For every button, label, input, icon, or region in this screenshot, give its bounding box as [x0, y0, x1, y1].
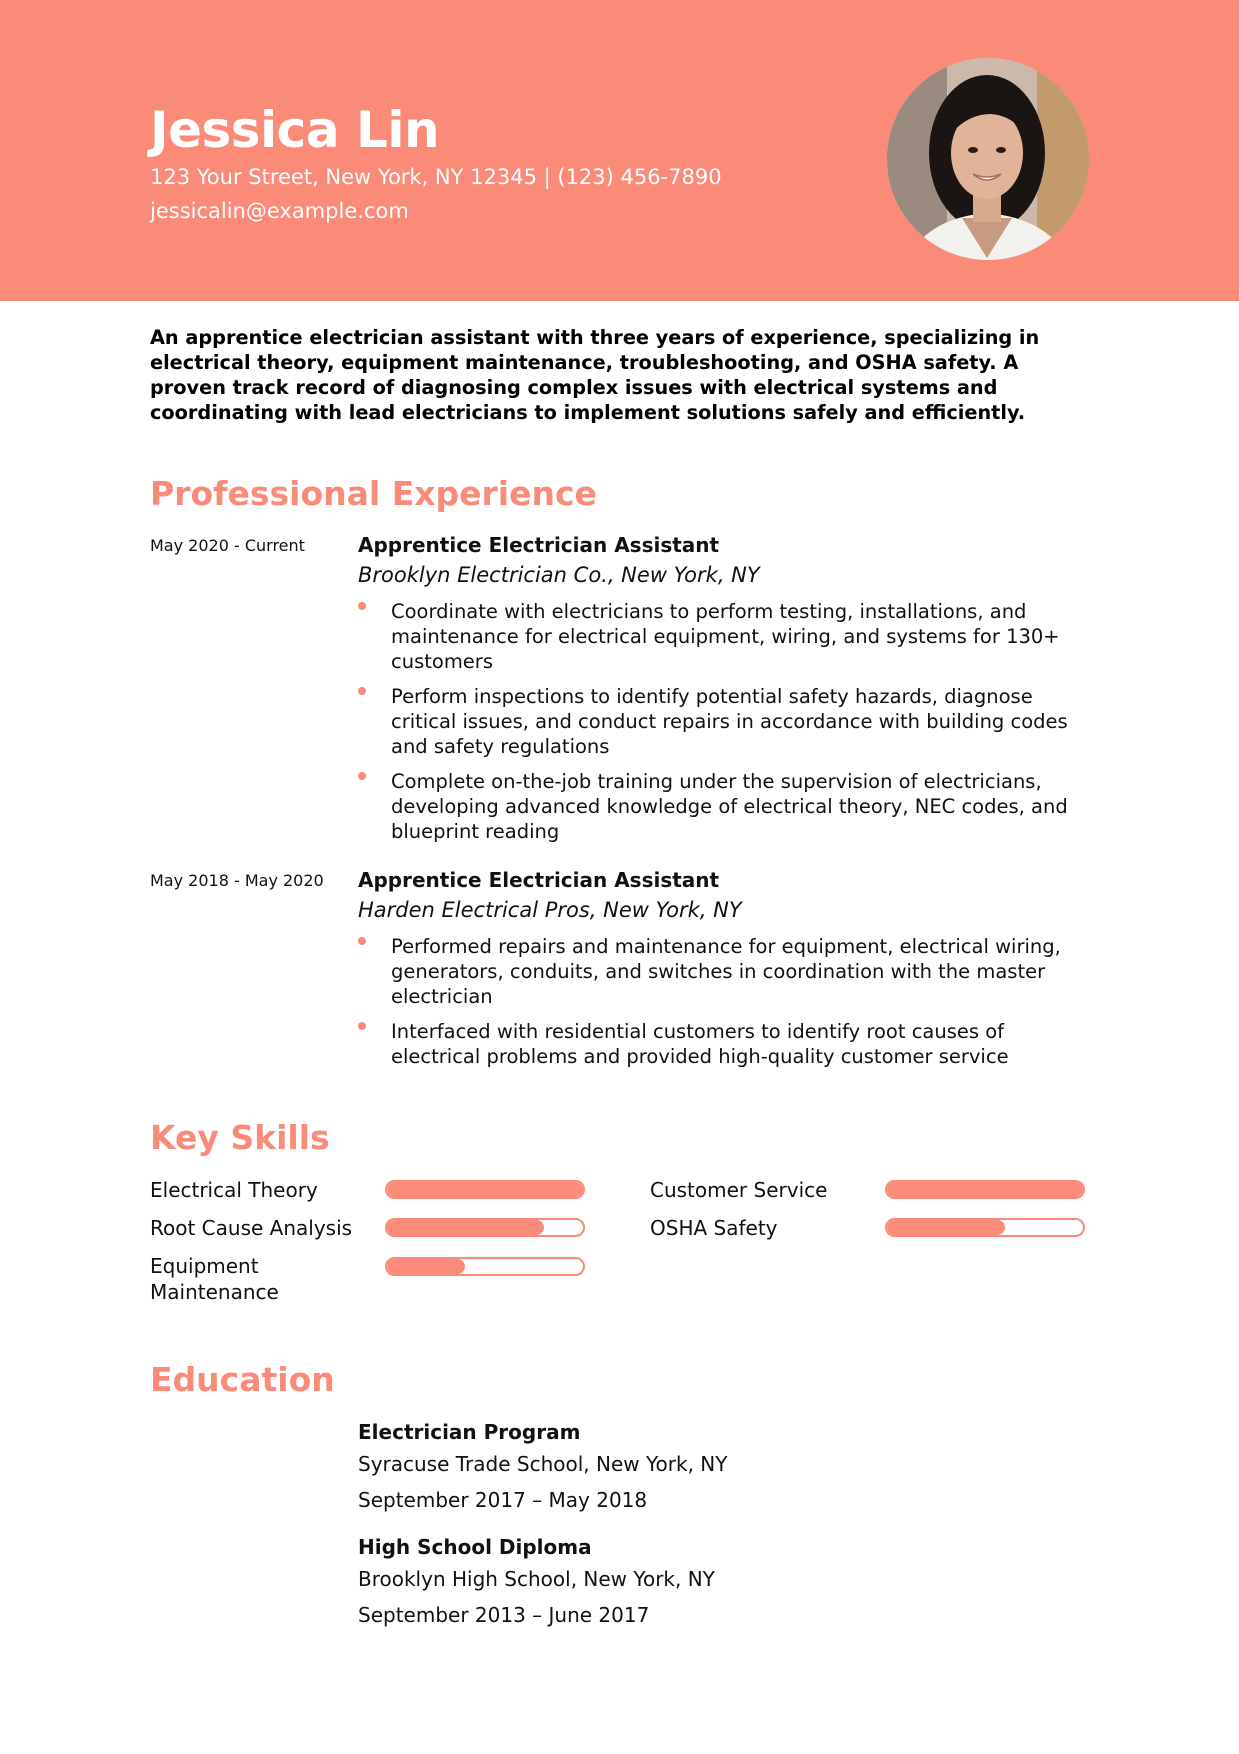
job-entry — [358, 532, 1098, 854]
contact-info — [150, 160, 722, 228]
skill-label: Customer Service — [650, 1178, 828, 1202]
section-title-skills: Key Skills — [150, 1118, 330, 1157]
list-item — [358, 684, 1098, 759]
skill-label: Root Cause Analysis — [150, 1216, 353, 1240]
education-dates: September 2013 – June 2017 — [358, 1603, 650, 1627]
bullet-dot-icon — [358, 1022, 366, 1030]
list-item — [358, 934, 1098, 1009]
address-phone: 123 Your Street, New York, NY 12345 | (123) 456-7890 — [150, 165, 722, 189]
skill-label: Electrical Theory — [150, 1178, 318, 1202]
school-name: Syracuse Trade School, New York, NY — [358, 1452, 728, 1476]
degree-title: Electrician Program — [358, 1420, 581, 1444]
skill-bar — [885, 1218, 1085, 1237]
bullet-dot-icon — [358, 687, 366, 695]
bullet-dot-icon — [358, 937, 366, 945]
skill-fill — [887, 1182, 1083, 1197]
list-item — [358, 769, 1098, 844]
job-bullets — [358, 599, 1098, 844]
bullet-text: Complete on-the-job training under the supervision of electricians, developing advanced knowledge of electrical theory, NEC codes, and blueprint reading — [391, 770, 1068, 843]
skill-fill — [387, 1182, 583, 1197]
degree-title: High School Diploma — [358, 1535, 592, 1559]
skill-bar — [385, 1180, 585, 1199]
profile-photo — [887, 58, 1089, 260]
education-entry — [358, 1534, 1058, 1628]
skill-label: Equipment Maintenance — [150, 1254, 279, 1304]
education-dates: September 2017 – May 2018 — [358, 1488, 648, 1512]
bullet-text: Interfaced with residential customers to identify root causes of electrical problems and provided high-quality customer service — [391, 1020, 1009, 1068]
skill-bar — [385, 1218, 585, 1237]
job-bullets — [358, 934, 1098, 1069]
header-banner — [0, 0, 1239, 301]
job-dates: May 2020 - Current — [150, 536, 305, 555]
bullet-text: Coordinate with electricians to perform testing, installations, and maintenance for electrical equipment, wiring, and systems for 130+ customers — [391, 600, 1060, 673]
school-name: Brooklyn High School, New York, NY — [358, 1567, 715, 1591]
job-company: Harden Electrical Pros, New York, NY — [358, 898, 742, 922]
profile-summary: An apprentice electrician assistant with three years of experience, specializing in electrical theory, equipment maintenance, troubleshooting, and OSHA safety. A proven track record of diagnosing complex issues with electrical systems and coordinating with lead electricians to implement solutions safely and efficiently. — [150, 326, 1040, 424]
skill-fill — [387, 1220, 544, 1235]
job-dates: May 2018 - May 2020 — [150, 871, 324, 890]
list-item — [358, 1019, 1098, 1069]
job-entry — [358, 867, 1098, 1079]
list-item — [358, 599, 1098, 674]
section-title-experience: Professional Experience — [150, 474, 597, 513]
job-title: Apprentice Electrician Assistant — [358, 533, 720, 557]
bullet-dot-icon — [358, 772, 366, 780]
education-entry — [358, 1419, 1058, 1513]
bullet-text: Perform inspections to identify potential safety hazards, diagnose critical issues, and conduct repairs in accordance with building codes and safety regulations — [391, 685, 1068, 758]
skill-fill — [387, 1259, 465, 1274]
skill-label: OSHA Safety — [650, 1216, 778, 1240]
job-company: Brooklyn Electrician Co., New York, NY — [358, 563, 760, 587]
candidate-name: Jessica Lin — [150, 101, 440, 159]
email: jessicalin@example.com — [150, 199, 409, 223]
portrait-image — [887, 58, 1089, 260]
bullet-dot-icon — [358, 602, 366, 610]
skill-fill — [887, 1220, 1005, 1235]
skill-bar — [385, 1257, 585, 1276]
skill-bar — [885, 1180, 1085, 1199]
section-title-education: Education — [150, 1360, 335, 1399]
job-title: Apprentice Electrician Assistant — [358, 868, 720, 892]
bullet-text: Performed repairs and maintenance for equipment, electrical wiring, generators, conduits, and switches in coordination with the master electrician — [391, 935, 1061, 1008]
